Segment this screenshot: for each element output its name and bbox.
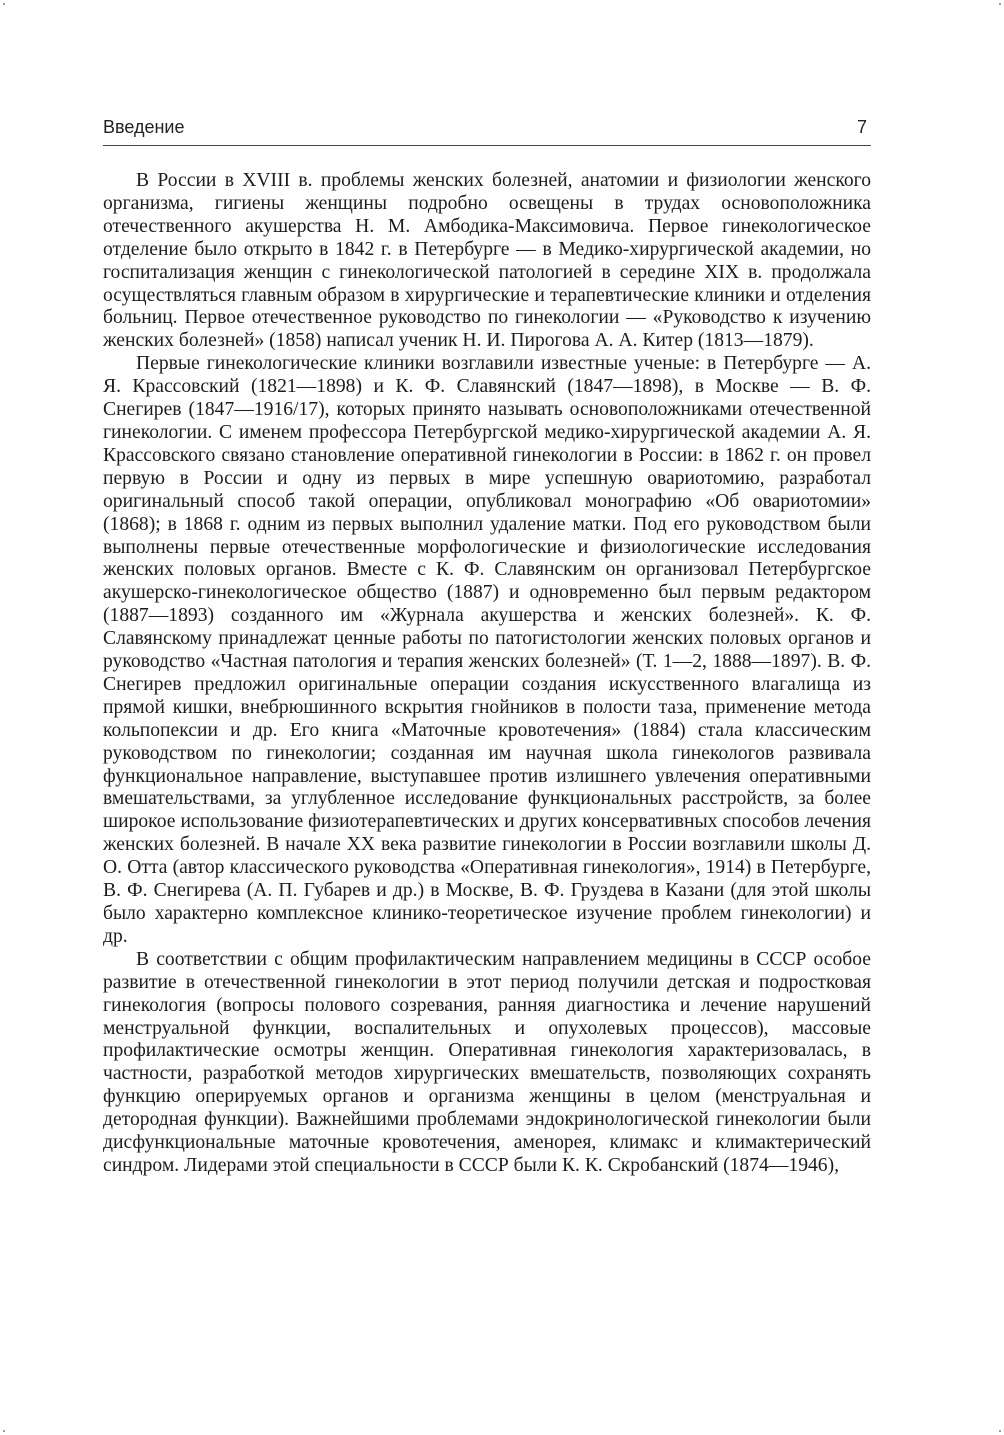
section-title: Введение [103, 117, 185, 137]
crop-mark-top-left [3, 3, 5, 5]
body-text [103, 170, 871, 1178]
page-number: 7 [856, 117, 867, 137]
paragraph: Первые гинекологические клиники возглавили известные ученые: в Петербурге — А. Я. Крассовский (1821—1898) и К. Ф. Славянский (1847—1898), в Москве — В. Ф. Снегирев (1847—1916/17), которых принято называть основоположниками отечественной гинекологии. С именем профессора Петербургской медико-хирургической академии А. Я. Крассовского связано становление оперативной гинекологии в России: в 1862 г. он провел первую в России и одну из первых в мире успешную овариотомию, разработал оригинальный способ такой операции, опубликовал монографию «Об овариотомии» (1868); в 1868 г. одним из первых выполнил удаление матки. Под его руководством были выполнены первые отечественные морфологические и физиологические исследования женских половых органов. Вместе с К. Ф. Славянским он организовал Петербургское акушерско-гинекологическое общество (1887) и одновременно был первым редактором (1887—1893) созданного им «Журнала акушерства и женских болезней». К. Ф. Славянскому принадлежат ценные работы по патогистологии женских половых органов и руководство «Частная патология и терапия женских болезней» (Т. 1—2, 1888—1897). В. Ф. Снегирев предложил оригинальные операции создания искусственного влагалища из прямой кишки, внебрюшинного вскрытия гнойников в полости таза, применение метода кольпопексии и др. Его книга «Маточные кровотечения» (1884) стала классическим руководством по гинекологии; созданная им научная школа гинекологов развивала функциональное направление, выступавшее против излишнего увлечения оперативными вмешательствами, за углубленное исследование функциональных расстройств, за более широкое использование физиотерапевтических и других консервативных способов лечения женских болезней. В начале XX века развитие гинекологии в России возглавили школы Д. О. Отта (автор классического руководства «Оперативная гинекология», 1914) в Петербурге, В. Ф. Снегирева (А. П. Губарев и др.) в Москве, В. Ф. Груздева в Казани (для этой школы было характерно комплексное клинико-теоретическое изучение проблем гинекологии) и др. [103, 353, 871, 947]
paragraph: В России в XVIII в. проблемы женских болезней, анатомии и физиологии женского организма, гигиены женщины подробно освещены в трудах основоположника отечественного акушерства Н. М. Амбодика-Максимовича. Первое гинекологическое отделение было открыто в 1842 г. в Петербурге — в Медико-хирургической академии, но госпитализация женщин с гинекологической патологией в середине XIX в. продолжала осуществляться главным образом в хирургические и терапевтические клиники и отделения больниц. Первое отечественное руководство по гинекологии — «Руководство к изучению женских болезней» (1858) написал ученик Н. И. Пирогова А. А. Китер (1813—1879). [103, 170, 871, 352]
header-rule [103, 145, 871, 146]
crop-mark-bottom-left [3, 1430, 5, 1432]
crop-mark-top-right [999, 3, 1001, 5]
crop-mark-bottom-right [999, 1430, 1001, 1432]
paragraph: В соответствии с общим профилактическим направлением медицины в СССР особое развитие в отечественной гинекологии в этот период получили детская и подростковая гинекология (вопросы полового созревания, ранняя диагностика и лечение нарушений менструальной функции, воспалительных и опухолевых процессов), массовые профилактические осмотры женщин. Оперативная гинекология характеризовалась, в частности, разработкой методов хирургических вмешательств, позволяющих сохранять функцию оперируемых органов и организма женщины в целом (менструальная и детородная функции). Важнейшими проблемами эндокринологической гинекологии были дисфункциональные маточные кровотечения, аменорея, климакс и климактерический синдром. Лидерами этой специальности в СССР были К. К. Скробанский (1874—1946), [103, 948, 871, 1176]
running-head [103, 114, 871, 142]
